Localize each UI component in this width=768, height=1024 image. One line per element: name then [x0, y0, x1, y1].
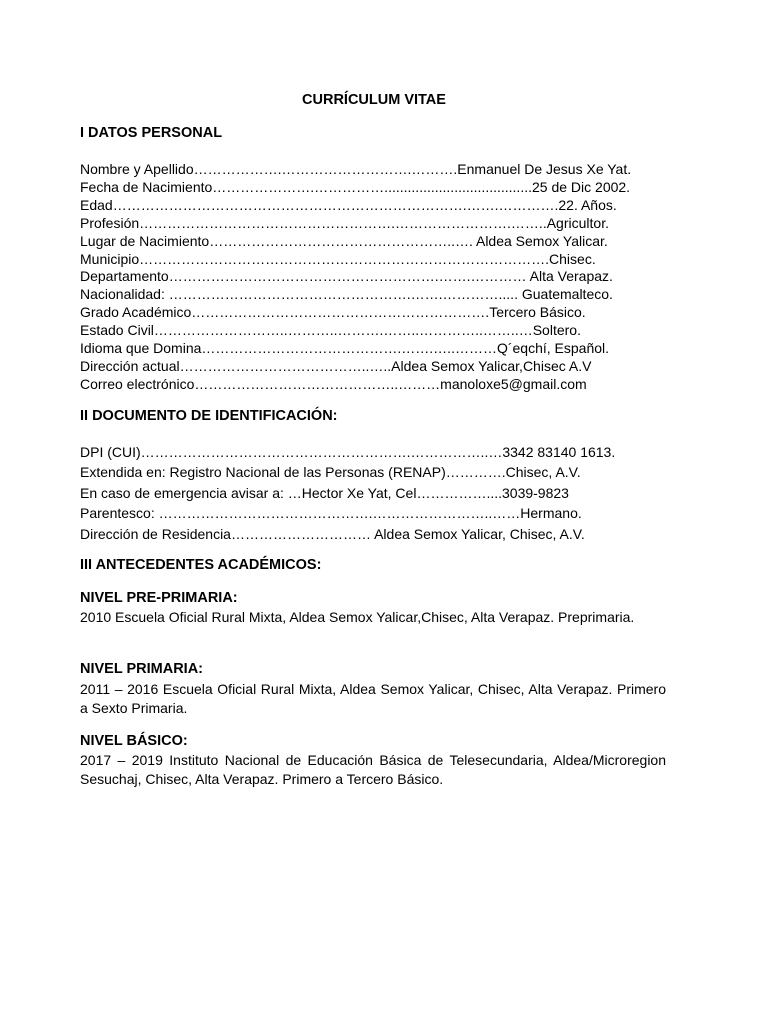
- leader-dots: ……………….……………………….……….: [193, 161, 458, 177]
- field-row-nacionalidad: [80, 285, 613, 303]
- level-text-primaria: 2011 – 2016 Escuela Oficial Rural Mixta, Aldea Semox Yalicar, Chisec, Alta Verapaz. Primero a Sexto Primaria.: [80, 681, 666, 716]
- field-value: 3342 83140 1613.: [502, 444, 616, 460]
- field-value: 25 de Dic 2002.: [532, 179, 631, 195]
- field-value: Chisec.: [549, 251, 596, 267]
- field-row-nombre: [80, 160, 631, 178]
- leader-dots: …………………………: [230, 526, 375, 542]
- field-row-direccion-actual: [80, 357, 591, 375]
- field-value: Guatemalteco.: [521, 286, 613, 302]
- document-title: CURRÍCULUM VITAE: [302, 92, 446, 108]
- field-value: manoloxe5@gmail.com: [440, 376, 587, 392]
- field-value: Soltero.: [532, 322, 581, 338]
- field-label: Dirección actual: [80, 358, 180, 374]
- leader-dots: …………………………………..…..: [179, 358, 392, 374]
- field-label: Municipio: [80, 251, 140, 267]
- leader-dots: ……………………………………………..….: [209, 233, 476, 249]
- leader-dots: ……………....: [416, 485, 502, 501]
- field-value: Aldea Semox Yalicar, Chisec, A.V.: [374, 526, 585, 542]
- field-row-municipio: [80, 250, 596, 268]
- level-heading-preprimaria: NIVEL PRE-PRIMARIA:: [80, 590, 238, 606]
- field-value: Tercero Básico.: [489, 304, 586, 320]
- leader-dots: …………………………………….…….…..………: [201, 340, 497, 356]
- level-heading-primaria: NIVEL PRIMARIA:: [80, 661, 203, 677]
- field-label: Grado Académico: [80, 304, 192, 320]
- leader-dots: ………………………..………..……….……..…………..……..…: [153, 322, 533, 338]
- field-row-direccion-residencia: [80, 525, 585, 543]
- field-value: Alta Verapaz.: [529, 268, 613, 284]
- leader-dots: ………………….……………......................................: [212, 179, 532, 195]
- field-value: Q´eqchí, Español.: [496, 340, 610, 356]
- level-heading-basico: NIVEL BÁSICO:: [80, 733, 188, 749]
- level-text-basico: 2017 – 2019 Instituto Nacional de Educación Básica de Telesecundaria, Aldea/Microregion Sesuchaj, Chisec, Alta Verapaz. Primero a Tercero Básico.: [80, 752, 666, 787]
- field-row-fecha-nacimiento: [80, 178, 630, 196]
- leader-dots: ……………………………………….……………………..……: [154, 505, 521, 521]
- field-label: Extendida en: Registro Nacional de las Personas (RENAP): [80, 464, 446, 480]
- field-value: Hermano.: [520, 505, 582, 521]
- field-label: Dirección de Residencia: [80, 526, 231, 542]
- section-heading-documento: II DOCUMENTO DE IDENTIFICACIÓN:: [80, 408, 338, 424]
- field-row-emergencia: [80, 484, 569, 502]
- field-label: Edad: [80, 197, 113, 213]
- leader-dots: …………………………………………………………………………….: [139, 251, 550, 267]
- field-label: Parentesco:: [80, 505, 155, 521]
- field-label: En caso de emergencia avisar a: …Hector Xe Yat, Cel: [80, 485, 417, 501]
- field-label: Fecha de Nacimiento: [80, 179, 213, 195]
- field-label: DPI (CUI): [80, 444, 141, 460]
- field-row-lugar-nacimiento: [80, 232, 608, 250]
- leader-dots: …………………………………………….…….………….....: [164, 286, 522, 302]
- field-value: 22. Años.: [558, 197, 617, 213]
- field-value: Chisec, A.V.: [505, 464, 581, 480]
- field-label: Idioma que Domina: [80, 340, 202, 356]
- field-row-extendida: [80, 463, 581, 481]
- field-value: Enmanuel De Jesus Xe Yat.: [457, 161, 632, 177]
- field-label: Estado Civil: [80, 322, 154, 338]
- field-label: Nombre y Apellido: [80, 161, 194, 177]
- field-row-departamento: [80, 267, 613, 285]
- field-value: Aldea Semox Yalicar.: [475, 233, 608, 249]
- field-value: Agricultor.: [546, 215, 609, 231]
- field-value: 3039-9823: [502, 485, 569, 501]
- field-row-idioma: [80, 339, 609, 357]
- field-row-dpi: [80, 443, 615, 461]
- section-heading-datos-personal: I DATOS PERSONAL: [80, 125, 223, 141]
- field-row-parentesco: [80, 504, 582, 522]
- section-heading-antecedentes: III ANTECEDENTES ACADÉMICOS:: [80, 557, 322, 573]
- field-row-profesion: [80, 214, 609, 232]
- field-row-grado-academico: [80, 303, 586, 321]
- field-label: Nacionalidad:: [80, 286, 165, 302]
- leader-dots: ………….: [445, 464, 506, 480]
- field-row-estado-civil: [80, 321, 581, 339]
- leader-dots: ……………………………………………….…………………….……..: [139, 215, 547, 231]
- leader-dots: ………………………………………………………………….…….………….: [112, 197, 559, 213]
- leader-dots: ………………………………………………….…….…………: [168, 268, 530, 284]
- field-row-edad: [80, 196, 617, 214]
- leader-dots: ………………………………………………….……………..…: [140, 444, 503, 460]
- level-text-preprimaria: 2010 Escuela Oficial Rural Mixta, Aldea Semox Yalicar,Chisec, Alta Verapaz. Preprimaria.: [80, 609, 635, 625]
- field-value: Aldea Semox Yalicar,Chisec A.V: [391, 358, 592, 374]
- field-label: Profesión: [80, 215, 140, 231]
- field-label: Lugar de Nacimiento: [80, 233, 210, 249]
- field-label: Correo electrónico: [80, 376, 195, 392]
- leader-dots: ……………………………………..………: [194, 376, 441, 392]
- field-label: Departamento: [80, 268, 169, 284]
- field-row-correo: [80, 375, 587, 393]
- leader-dots: ……………………………………………………….: [191, 304, 490, 320]
